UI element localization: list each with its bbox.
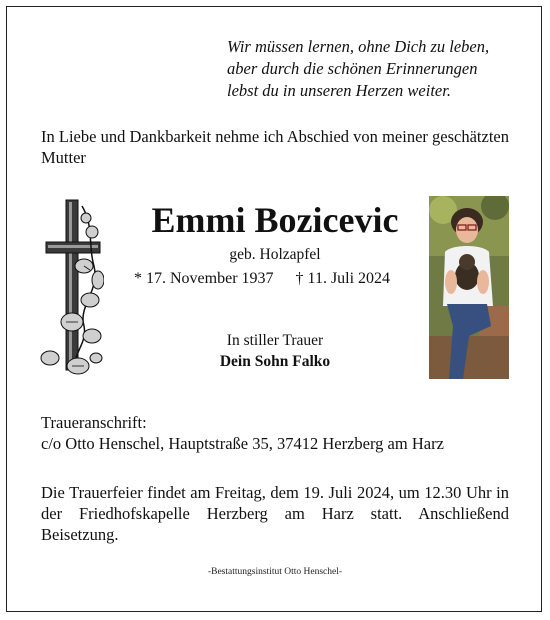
poem-line: Wir müssen lernen, ohne Dich zu leben, bbox=[227, 37, 490, 56]
funeral-home: -Bestattungsinstitut Otto Henschel- bbox=[207, 567, 343, 577]
mourning-line: In stiller Trauer bbox=[226, 332, 324, 349]
poem-line: aber durch die schönen Erinnerungen bbox=[227, 59, 478, 78]
birth-date: * 17. November 1937 bbox=[134, 270, 274, 287]
death-date: † 11. Juli 2024 bbox=[295, 270, 391, 287]
deceased-name: Emmi Bozicevic bbox=[151, 200, 399, 240]
mourners-block bbox=[130, 330, 420, 372]
poem bbox=[227, 36, 527, 102]
cross-with-flowers-icon bbox=[38, 196, 104, 380]
address-block bbox=[41, 412, 511, 454]
portrait-photo bbox=[429, 196, 509, 379]
life-dates bbox=[134, 268, 424, 289]
poem-line: lebst du in unseren Herzen weiter. bbox=[227, 81, 451, 100]
address-label: Traueranschrift: bbox=[41, 413, 147, 432]
intro-text: In Liebe und Dankbarkeit nehme ich Abschied von meiner geschätzten Mutter bbox=[41, 127, 509, 167]
mourner-name: Dein Sohn Falko bbox=[219, 353, 331, 370]
service-text: Die Trauerfeier findet am Freitag, dem 19. Juli 2024, um 12.30 Uhr in der Friedhofskapelle Herzberg am Harz statt. Anschließend Beisetzung. bbox=[41, 483, 509, 544]
maiden-name: geb. Holzapfel bbox=[229, 246, 321, 263]
address-value: c/o Otto Henschel, Hauptstraße 35, 37412 Herzberg am Harz bbox=[41, 434, 444, 453]
